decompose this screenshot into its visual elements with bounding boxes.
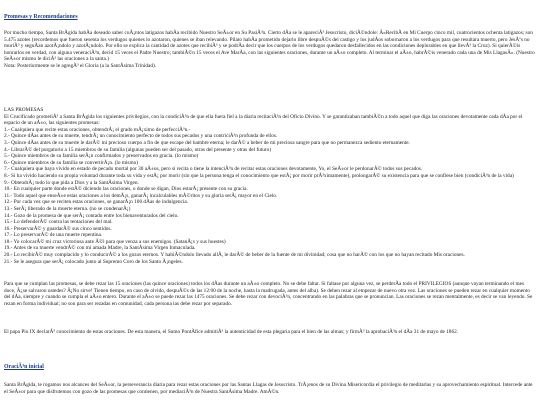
promesa-item: 21.- Se le asegura que serÃ¡ colocado junto al Supremo Coro de los Santo Ã¡ngeles. (4, 258, 183, 265)
papa-paragraph: El papa Pio IX declarÃ³ conocimiento de estas oraciones. De esta manera, el Sumo PontÃfice admitiÃ³ la autenticidad de esta plegaria para el bien de las almas; y firmÃ³ la aprobaciÃ³n el dÃa 31 de mayo de 1862. (4, 329, 459, 335)
promesa-item: 5.- Quince miembros de su familia serÃ¡n confirmados y preservados en gracia. (lo mismo) (4, 153, 199, 160)
promesas-title: LAS PROMESAS (4, 107, 44, 113)
promesa-item: 3.- Quince dÃas antes de su muerte le darÃ© mi precioso cuerpo a fin de que escape del hambre eterna; le darÃ© a beber de mi preciosa sangre para que no permanezca sediento eternamente. (4, 139, 410, 146)
promesa-item: 4.- LibrarÃ© del purgatorio a 15 miembros de su familia (algunas pueden ser del pasado, otras del presente y otras del futuro) (4, 146, 272, 153)
promesa-item: 9.- ObtendrÃ¡ todo lo que pida a Dios y a la SantÃsima Virgen. (4, 179, 139, 186)
promesas-list (4, 127, 536, 265)
promesa-item: 17.- Lo preservarÃ© de una muerte repentina. (4, 232, 103, 239)
condiciones-paragraph: Para que se cumplan las promesas, se debe rezar las 15 oraciones (las quince oraciones) todos los dÃas durante un aÃ±o completo. No se debe faltar. Si faltase por alguna vez, se perderÃa todo el PRIVILEGIOS (aunque vayan terminando el mes doce, Â¿se salvaron ustedes? Â¡No sirve! Tienen tiempo, en caso de olvido, despuÃ©s de las 12:00 de la noche, hasta la madrugada, antes del alba). Se deben rezar al empezar de nuevo otra vez. Las oraciones se pueden rezar en cualquier momento del dÃa, siempre y cuando se cumpla el aÃ±o entero. Durante el aÃ±o se puede rezar las 1475 oraciones. Se debe rezar con devociÃ³n, concentrando en las palabras que se pronuncian. Las oraciones se rezan mentalmente, es decir se van leyendo. Se rezan en forma individual; no son para ser rezadas en comunidad, cada persona las debe rezar por separado. (4, 281, 533, 307)
heading-promesas-block (4, 14, 536, 21)
promesa-item: 19.- Antes de su muerte vendrÃ© con mi amada Madre, la SantÃsima Virgen Inmaculada. (4, 245, 196, 252)
heading-oracion-link[interactable]: OraciÃ³n inicial (4, 364, 44, 370)
promesa-item: 12.- Por cada vez que se reciten estas oraciones, se ganarÃ¡n 100 dÃas de indulgencia. (4, 199, 188, 206)
promesa-item: 15.- Lo defenderÃ© contra las tentaciones del mal. (4, 219, 113, 226)
promesa-item: 11.- Todo aquel que enseÃ±e estas oraciones a los demÃ¡s, ganarÃ¡ incalculables mÃ©ritos y su gloria serÃ¡ mayor en el Cielo. (4, 192, 278, 199)
promesa-item: 6.- Quince miembros de su familia se convertirÃ¡n. (lo mismo) (4, 159, 139, 166)
promesa-item: 20.- Lo recibirÃ© muy complacido y lo conducirÃ© a los gozos eternos. Y habiÃ©ndolo llevado allÃ, le darÃ© de beber de la fuente de mi divinidad; cosa que no harÃ© con los que no hayan recitado Mis oraciones. (4, 252, 465, 259)
nota-paragraph: Nota: Posteriormente se le agregÃ³ el Gloria (a la SantÃsima Trinidad). (4, 62, 157, 69)
promesa-item: 1.- Cualquiera que recite estas oraciones, obtendrÃ¡ el grado mÃ¡ximo de perfecciÃ³n.- (4, 126, 191, 133)
promesa-item: 16.- PreservarÃ© y guardarÃ© sus cinco sentidos. (4, 225, 112, 232)
promesa-item: 7.- Cualquiera que haya vivido en estado de pecado mortal por 30 aÃ±os, pero si recita o tiene la intenciÃ³n de recitar estas oraciones devotamente, Yo, el SeÃ±or le perdonarÃ© todos sus pecados. (4, 166, 423, 173)
promesa-item: 18.- Yo colocarÃ© mi cruz victoriosa ante Ã©l para que venza a sus enemigos. (SatanÃ¡s y sus huestes) (4, 238, 226, 245)
promesas-block (4, 107, 536, 265)
heading-promesas-link[interactable]: Promesas y Recomendaciones (4, 14, 78, 20)
promesa-item: 13.- SerÃ¡ liberado de la muerte eterna. (no se condenarÃ¡) (4, 205, 131, 212)
promesa-item: 14.- Gozo de la promesa de que serÃ¡ contado entre los bienaventurados del cielo. (4, 212, 179, 219)
promesa-item: 10.- En cualquier parte donde estÃ© diciendo las oraciones, o donde se digan, Dios estarÃ¡ presente con su gracia. (4, 186, 248, 193)
oracion-paragraph: Santa BrÃgida, te rogamos nos alcances del SeÃ±or, la perseverancia diaria para rezar estas oraciones por las Santas Llagas de Jesucristo. TrÃ¡enos de su Divina Misericordia el privilegio de meditarlas y su aprovechamiento espiritual. Intercede ante el SeÃ±or para que disfrutemos con gozo de las promesas que contienen, por mediaciÃ³n de Nuestra SantÃsima Madre. AmÃ©n. (4, 382, 533, 395)
promesa-item: 8.- Si ha vivido haciendo su propia voluntad durante toda su vida y estÃ¡ por morir (sin que la persona tenga el conocimiento que estÃ¡ por morir prÃ³ximamente), prolongarÃ© su existencia para que se confiese bien (condiciÃ³n de la vida) (4, 172, 514, 179)
heading-oracion-block (4, 364, 536, 371)
promesas-lead: El Crucificado prometiÃ³ a Santa BrÃgida los siguientes privilegios, con la condiciÃ³n de que ella fuera fiel a la diaria recitaciÃ³n del Oficio Divino. Y se garantizaban tambiÃ©n a todo aquel que diga las oraciones devotamente cada dÃa por el espacio de un aÃ±o, las siguientes promesas: (4, 113, 523, 127)
papa-block (4, 329, 536, 336)
condiciones-block (4, 281, 536, 307)
oracion-block (4, 382, 536, 395)
intro-block (4, 30, 536, 70)
promesa-item: 2.- Quince dÃas antes de su muerte, tendrÃ¡ un conocimiento perfecto de todos sus pecados y una contriciÃ³n profunda de ellos. (4, 133, 278, 140)
intro-paragraph: Por mucho tiempo, Santa BrÃgida habÃa deseado saber cuÃ¡ntos latigazos habÃa recibido Nuestro SeÃ±or en Su PasiÃ³n. Cierto dÃa se le apareciÃ³ Jesucristo, diciÃ©ndole: Â«RecibÃ en Mi Cuerpo cinco mil, cuatrocientos ochenta latigazos; son 5.475 azotes (recordemos que fueron sesenta los verdugos quienes lo azotaron, quienes se iban relevando. Pilato habÃa prometido dejarlo libre despuÃ©s del castigo y los judÃos sobornaron a los verdugos para que resultara muerto, pero JesÃºs no muriÃ³ y seguÃan azotÃ¡ndolo y azotÃ¡ndolo. Por ello se explica la cantidad de azotes que recibiÃ³ y se podrÃa decir que los cuerpos de los verdugos quedaron desfallecidos en las condiciones deplorables en que llevÃ³ la Cruz). Si quierÃ©is honrarlos en verdad, con alguna veneraciÃ³n, decid 15 veces el Padre Nuestro; tambiÃ©n 15 veces el Ave MarÃa, con las siguientes oraciones, durante un aÃ±o completo. Al terminar el aÃ±o, habrÃ©is venerado cada una de Mis LlagasÂ». (Nuestro SeÃ±or mismo le diciÃ³ las oraciones a la santa.) (4, 30, 535, 63)
